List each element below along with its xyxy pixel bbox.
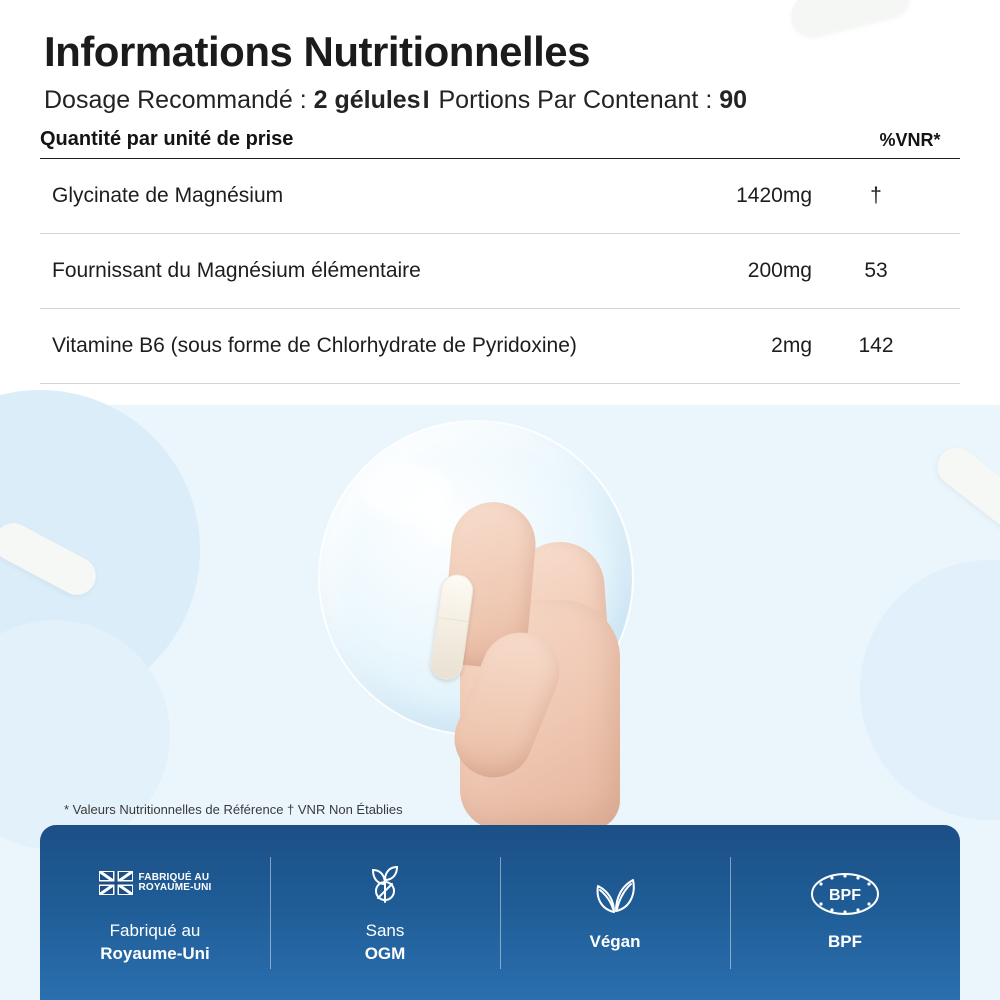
nutrient-vnr: 53: [864, 259, 888, 282]
dosage-label: Dosage Recommandé :: [44, 86, 314, 114]
badge-label-line2: Végan: [589, 932, 641, 952]
page-title: Informations Nutritionnelles: [44, 28, 591, 75]
product-photo: [300, 410, 680, 830]
uk-flag-text-line1: FABRIQUÉ AU: [138, 871, 210, 883]
dosage-separator: I: [422, 86, 430, 114]
trust-badges-banner: [40, 825, 960, 1000]
badge-label-line2: OGM: [364, 943, 406, 963]
nutrient-amount: 200mg: [747, 259, 812, 282]
badge-vegan: [500, 853, 730, 973]
badge-non-gmo: [270, 853, 500, 973]
dosage-summary: [44, 86, 747, 115]
uk-flag-icon: [99, 860, 212, 906]
nutrient-vnr: 142: [858, 334, 894, 357]
nutrient-amount: 1420mg: [736, 184, 812, 207]
uk-flag-text-line2: ROYAUME-UNI: [138, 882, 212, 894]
badge-label-line2: BPF: [828, 932, 862, 952]
badge-gmp: [730, 853, 960, 973]
column-header-amount: Quantité par unité de prise: [40, 128, 294, 150]
table-row: [40, 234, 960, 309]
nutrition-table: [40, 128, 960, 384]
badge-label-line1: Fabriqué au: [109, 921, 201, 941]
nutrient-name: Fournissant du Magnésium élémentaire: [52, 258, 421, 282]
badge-label-line1: Sans: [365, 921, 405, 941]
badge-label: [365, 920, 406, 964]
dosage-value: 2 gélules: [313, 86, 421, 114]
nutrient-name: Vitamine B6 (sous forme de Chlorhydrate de Pyridoxine): [52, 333, 577, 357]
badge-label: [589, 931, 640, 953]
badge-label: [100, 920, 210, 964]
leaf-icon: [591, 871, 639, 917]
table-header-row: [40, 128, 960, 159]
nutrient-amount: 2mg: [771, 334, 812, 357]
nutrient-vnr: †: [870, 184, 882, 207]
hand-holding-capsule: [420, 480, 655, 820]
table-row: [40, 309, 960, 384]
servings-value: 90: [719, 86, 748, 114]
badge-label-line2: Royaume-Uni: [100, 943, 210, 963]
nutrient-name: Glycinate de Magnésium: [52, 183, 284, 207]
gmp-seal-icon: [808, 871, 882, 917]
table-row: [40, 159, 960, 234]
badge-made-in-uk: [40, 853, 270, 973]
table-footnote: * Valeurs Nutritionnelles de Référence † VNR Non Établies: [64, 802, 403, 817]
servings-label: Portions Par Contenant :: [431, 86, 720, 114]
gmp-seal-text: BPF: [829, 887, 861, 905]
column-header-vnr: %VNR*: [879, 130, 941, 150]
badge-label: [828, 931, 862, 953]
no-gmo-icon: [363, 860, 407, 906]
